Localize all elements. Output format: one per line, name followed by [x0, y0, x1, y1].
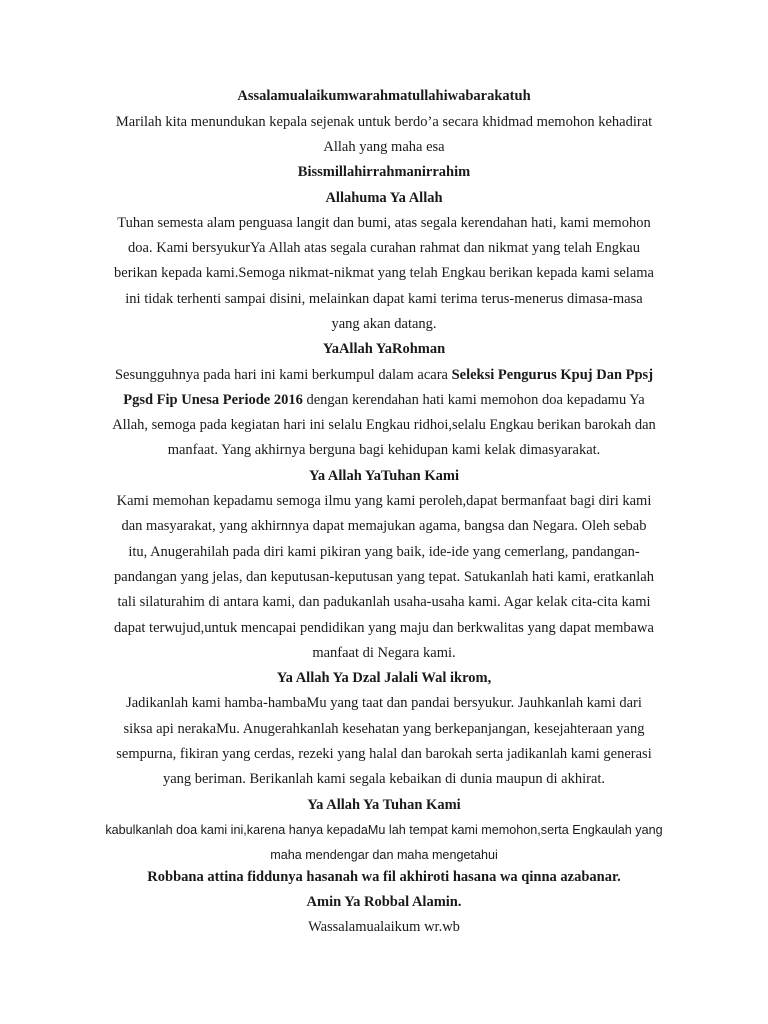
paragraph-line: kabulkanlah doa kami ini,karena hanya kepadaMu lah tempat kami memohon,serta Engkaulah yang [105, 823, 663, 837]
paragraph-line: Tuhan semesta alam penguasa langit dan bumi, atas segala kerendahan hati, kami memohon [117, 215, 651, 231]
paragraph-line [86, 390, 682, 410]
paragraph-line: Allah yang maha esa [323, 139, 445, 155]
paragraph-line: siksa api nerakaMu. Anugerahkanlah kesehatan yang berkepanjangan, kesejahteraan yang [123, 721, 645, 737]
paragraph-line: Marilah kita menundukan kepala sejenak untuk berdo’a secara khidmad memohon kehadirat [115, 114, 653, 130]
yarohman-heading: YaAllah YaRohman [322, 341, 446, 357]
paragraph-line: itu, Anugerahilah pada diri kami pikiran yang baik, ide-ide yang cemerlang, pandangan- [128, 544, 640, 560]
paragraph-line: yang akan datang. [331, 316, 437, 332]
paragraph-line: pandangan yang jelas, dan keputusan-keputusan yang tepat. Satukanlah hati kami, eratkanlah [114, 569, 654, 585]
paragraph-line: ini tidak terhenti sampai disini, melainkan dapat kami terima terus-menerus dimasa-masa [125, 291, 643, 307]
event-prayer-text: dengan kerendahan hati kami memohon doa kepadamu Ya [302, 392, 645, 408]
paragraph-line: Jadikanlah kami hamba-hambaMu yang taat dan pandai bersyukur. Jauhkanlah kami dari [126, 695, 642, 711]
paragraph-line [86, 365, 682, 385]
tuhan-kami-heading: Ya Allah Ya Tuhan Kami [307, 797, 461, 813]
paragraph-line: Kami memohan kepadamu semoga ilmu yang kami peroleh,dapat bermanfaat bagi diri kami [116, 493, 652, 509]
amin-line: Amin Ya Robbal Alamin. [306, 894, 462, 910]
dzal-jalali-heading: Ya Allah Ya Dzal Jalali Wal ikrom, [276, 670, 492, 686]
event-intro-text: Sesungguhnya pada hari ini kami berkumpul dalam acara [114, 367, 452, 383]
paragraph-line: berikan kepada kami.Semoga nikmat-nikmat yang telah Engkau berikan kepada kami selama [114, 265, 654, 281]
allahuma-heading: Allahuma Ya Allah [325, 190, 443, 206]
paragraph-line: maha mendengar dan maha mengetahui [270, 848, 498, 862]
paragraph-line: dapat terwujud,untuk mencapai pendidikan yang maju dan berkwalitas yang dapat membawa [114, 620, 654, 636]
tuhan-kami-heading: Ya Allah YaTuhan Kami [308, 468, 460, 484]
paragraph-line: manfaat di Negara kami. [312, 645, 456, 661]
greeting-heading: Assalamualaikumwarahmatullahiwabarakatuh [237, 88, 531, 104]
bismillah-heading: Bissmillahirrahmanirrahim [297, 164, 471, 180]
closing-greeting: Wassalamualaikum wr.wb [308, 919, 460, 935]
paragraph-line: yang beriman. Berikanlah kami segala kebaikan di dunia maupun di akhirat. [162, 771, 606, 787]
event-name-text: Pgsd Fip Unesa Periode 2016 [123, 392, 303, 408]
paragraph-line: tali silaturahim di antara kami, dan padukanlah usaha-usaha kami. Agar kelak cita-cita kami [117, 594, 651, 610]
paragraph-line: dan masyarakat, yang akhirnnya dapat memajukan agama, bangsa dan Negara. Oleh sebab [121, 518, 647, 534]
paragraph-line: Allah, semoga pada kegiatan hari ini selalu Engkau ridhoi,selalu Engkau berikan barokah dan [112, 417, 656, 433]
event-name-text: Seleksi Pengurus Kpuj Dan Ppsj [451, 367, 654, 383]
paragraph-line: doa. Kami bersyukurYa Allah atas segala curahan rahmat dan nikmat yang telah Engkau [128, 240, 640, 256]
paragraph-line: sempurna, fikiran yang cerdas, rezeki yang halal dan barokah serta jadikanlah kami generasi [116, 746, 652, 762]
robbana-line: Robbana attina fiddunya hasanah wa fil akhiroti hasana wa qinna azabanar. [147, 869, 621, 885]
paragraph-line: manfaat. Yang akhirnya berguna bagi kehidupan kami kelak dimasyarakat. [167, 442, 601, 458]
